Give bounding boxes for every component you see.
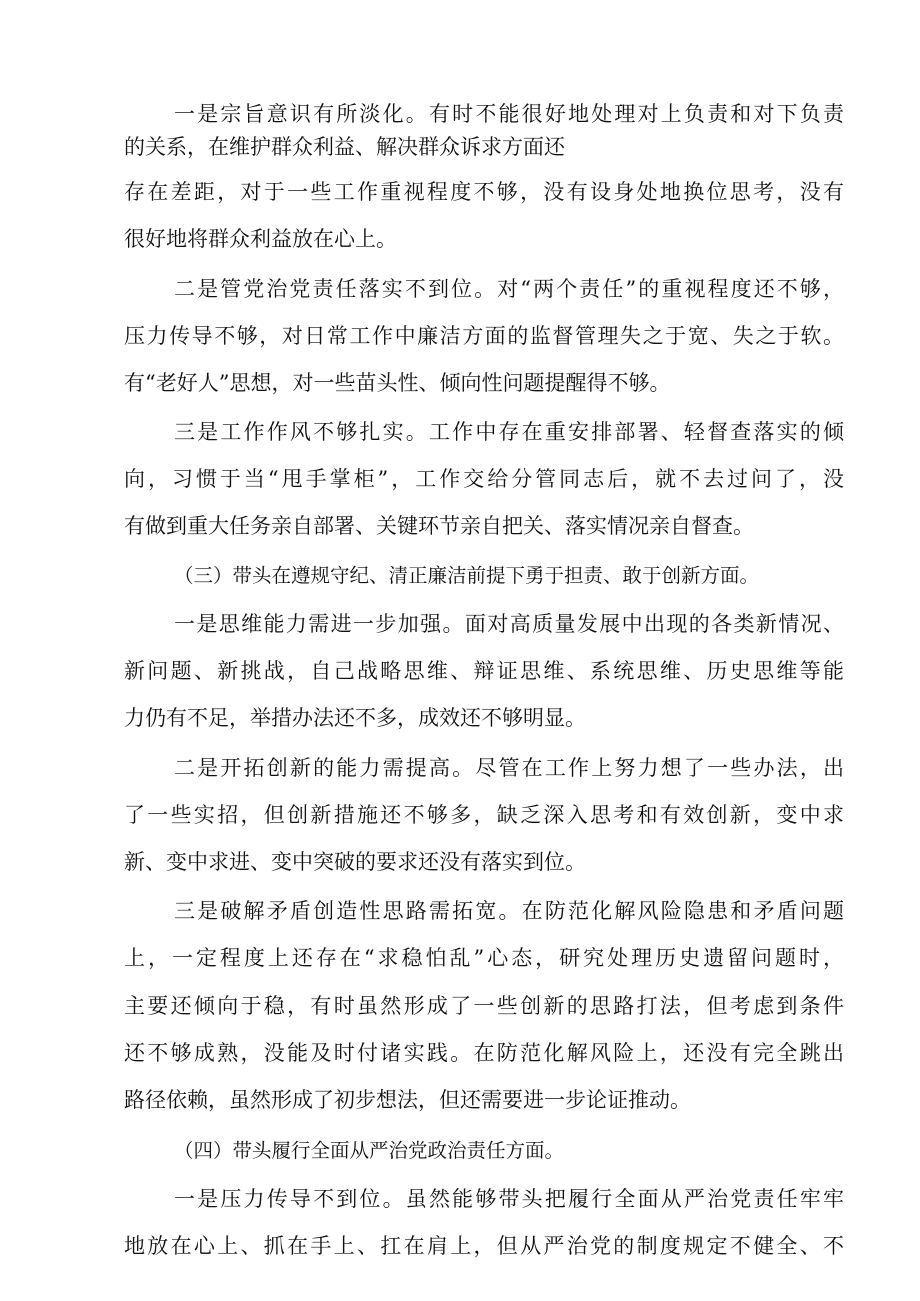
paragraph-line: 主要还倾向于稳，有时虽然形成了一些创新的思路打法，但考虑到条件 xyxy=(124,994,844,1018)
paragraph-line: 有做到重大任务亲自部署、关键环节亲自把关、落实情况亲自督查。 xyxy=(124,514,754,538)
paragraph-line: 存在差距，对于一些工作重视程度不够，没有设身处地换位思考，没有 xyxy=(124,180,844,204)
paragraph-line: 新、变中求进、变中突破的要求还没有落实到位。 xyxy=(124,850,586,874)
paragraph-line: 路径依赖，虽然形成了初步想法，但还需要进一步论证推动。 xyxy=(124,1088,691,1112)
paragraph-line: 上，一定程度上还存在“求稳怕乱”心态，研究处理历史遗留问题时， xyxy=(124,946,844,970)
paragraph-line: 了一些实招，但创新措施还不够多，缺乏深入思考和有效创新，变中求 xyxy=(124,803,844,827)
paragraph-line: 地放在心上、抓在手上、扛在肩上，但从严治党的制度规定不健全、不 xyxy=(124,1234,844,1258)
paragraph-line: 新问题、新挑战，自己战略思维、辩证思维、系统思维、历史思维等能 xyxy=(124,659,844,683)
paragraph-line: 还不够成熟，没能及时付诸实践。在防范化解风险上，还没有完全跳出 xyxy=(124,1041,844,1065)
paragraph-line: 压力传导不够，对日常工作中廉洁方面的监督管理失之于宽、失之于软。 xyxy=(124,324,844,348)
paragraph-line: 三是破解矛盾创造性思路需拓宽。在防范化解风险隐患和矛盾问题 xyxy=(174,899,844,923)
paragraph-line: 一是思维能力需进一步加强。面对高质量发展中出现的各类新情况、 xyxy=(174,612,844,636)
paragraph-line: 很好地将群众利益放在心上。 xyxy=(124,227,397,251)
paragraph-line: 有“老好人”思想，对一些苗头性、倾向性问题提醒得不够。 xyxy=(124,371,671,395)
paragraph-line: 一是宗旨意识有所淡化。有时不能很好地处理对上负责和对下负责 xyxy=(174,102,844,126)
paragraph-line: 二是管党治党责任落实不到位。对“两个责任”的重视程度还不够， xyxy=(174,277,844,301)
paragraph-line: 二是开拓创新的能力需提高。尽管在工作上努力想了一些办法，出 xyxy=(174,756,844,780)
paragraph-line: 力仍有不足，举措办法还不多，成效还不够明显。 xyxy=(124,706,586,730)
paragraph-line: 向，习惯于当“甩手掌柜”，工作交给分管同志后，就不去过问了，没 xyxy=(124,467,844,491)
paragraph-line: 一是压力传导不到位。虽然能够带头把履行全面从严治党责任牢牢 xyxy=(174,1187,844,1211)
section-heading: （四）带头履行全面从严治党政治责任方面。 xyxy=(174,1139,565,1162)
paragraph-line: 的关系，在维护群众利益、解决群众诉求方面还 xyxy=(124,135,565,159)
paragraph-line: 三是工作作风不够扎实。工作中存在重安排部署、轻督查落实的倾 xyxy=(174,420,844,444)
section-heading: （三）带头在遵规守纪、清正廉洁前提下勇于担责、敢于创新方面。 xyxy=(174,564,760,587)
